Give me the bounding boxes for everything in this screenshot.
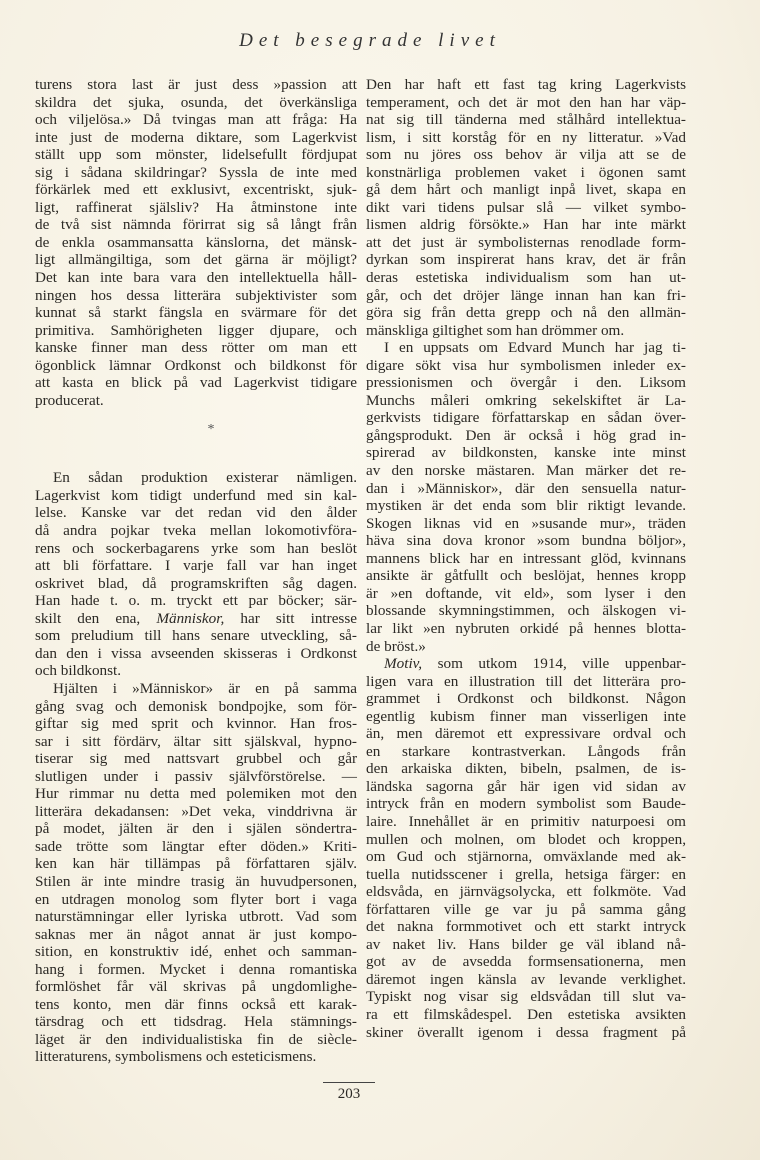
text-line: lelse. Kanske var det redan vid den ålder: [35, 504, 357, 522]
text-line: än, men däremot ett expressivare ordval och: [366, 725, 686, 743]
text-line: förkärlek med ett exklusivt, excentriskt, sjuk-: [35, 181, 357, 199]
text-line: sade trötte som längtar efter döden.» Kriti-: [35, 837, 357, 855]
text-line: författaren ville ge var ju på samma gång: [366, 900, 686, 918]
text-line: blossande skymningstimmen, och älskogen vi-: [366, 602, 686, 620]
text-line: egentlig kubism finner man visserligen inte: [366, 707, 686, 725]
text-line: digare sökt visa hur symbolismen inleder ex-: [366, 356, 686, 374]
paragraph: [35, 76, 357, 409]
text-line: göra sig från detta grepp och nå den allmän-: [366, 304, 686, 322]
text-line: lismen aldrig försökte.» Han har inte märkt: [366, 216, 686, 234]
text-line: går, och det dröjer länge innan han kan fri-: [366, 286, 686, 304]
text-line: intryck från en modern symbolist som Baude-: [366, 795, 686, 813]
text-line: gång svag och demonisk bondpojke, som för-: [35, 697, 357, 715]
text-line: Skogen liknas vid en »susande mur», träden: [366, 514, 686, 532]
text-line: däremot ingen känsla av levande verklighet.: [366, 970, 686, 988]
text-line: mannens blick har en intressant glöd, kvinnans: [366, 549, 686, 567]
text-line: dyrkan som inspirerat hans krav, det är från: [366, 251, 686, 269]
paragraph: [35, 469, 357, 680]
left-column: [35, 76, 357, 1066]
text-line: och bildkonst.: [35, 662, 122, 680]
text-line: I en uppsats om Edvard Munch har jag ti-: [384, 339, 686, 357]
text-line: grammet i Ordkonst och bildkonst. Någon: [366, 690, 686, 708]
text-line: Den har haft ett fast tag kring Lagerkvists: [366, 76, 686, 93]
text-line: sar i sitt fördärv, ältar sitt själskval, hypno-: [35, 732, 357, 750]
text-line: gångsprodukt. Den är också i hög grad in-: [366, 426, 686, 444]
text-line: turens stora last är just dess »passion att: [35, 76, 357, 93]
text-line: mystiken är det enda som blir riktigt levande.: [366, 497, 686, 515]
text-line: lar likt »en nybruten orkidé på hennes blotta-: [366, 619, 686, 637]
text-line: ningen hos dessa litterära subjektivister som: [35, 286, 357, 304]
text-line: Motiv, som utkom 1914, ville uppenbar-: [384, 655, 686, 673]
paragraph: [366, 339, 686, 655]
text-line: formlöshet får väl skrivas på ungdomlighe-: [35, 978, 357, 996]
text-line: den arkaiska dikten, bibeln, psalmen, de is-: [366, 760, 686, 778]
text-line: tuella nutidsscener i grella, hetsiga färger: en: [366, 865, 686, 883]
text-line: gå dem hårt och manligt inpå livet, skapa en: [366, 181, 686, 199]
text-line: temperament, och det är mot den han har väp-: [366, 93, 686, 111]
text-line: inte just de moderna diktare, som Lagerkvist: [35, 128, 357, 146]
text-line: tärsdrag och ett tidsdrag. Hela stämnings-: [35, 1013, 357, 1031]
text-line: ansikte är gåtfullt och beslöjat, hennes kropp: [366, 567, 686, 585]
text-line: producerat.: [35, 391, 104, 409]
text-line: av naket liv. Hans bilder ge väl ibland nå-: [366, 935, 686, 953]
text-line: rens och sockerbagarens yrke som han beslöt: [35, 539, 357, 557]
text-line: om Gud och stjärnorna, omväxlande med ak-: [366, 848, 686, 866]
paragraph: [366, 76, 686, 339]
text-line: ländska sagorna går här igen vid sidan av: [366, 777, 686, 795]
text-line: got av de avsedda formsensationerna, men: [366, 953, 686, 971]
text-line: saknas mer än något annat är just kompo-: [35, 925, 357, 943]
text-line: det nakna formmotivet och ett starkt intryck: [366, 918, 686, 936]
text-line: Det kan inte bara vara den intellektuella håll-: [35, 269, 357, 287]
right-column: [366, 76, 686, 1041]
text-line: är »en doftande, vit eld», som lyser i den: [366, 584, 686, 602]
text-line: Typiskt nog visar sig eldsvådan till slut va-: [366, 988, 686, 1006]
text-line: deras estetiska individualism som han ut-: [366, 269, 686, 287]
text-line: skilt den ena, Människor, har sitt intresse: [35, 609, 357, 627]
text-line: ögonblick lämnar Ordkonst och bildkonst för: [35, 356, 357, 374]
text-line: pressionismen och övergår i den. Liksom: [366, 374, 686, 392]
text-line: Stilen är inte mindre trasig än huvudpersonen,: [35, 872, 357, 890]
text-line: slutligen under i passiv självförstörelse. —: [35, 767, 357, 785]
text-line: giftar sig med sprit och kvinnor. Han fros-: [35, 715, 357, 733]
text-line: ligt allmängiltiga, som det gärna är möjligt?: [35, 251, 357, 269]
text-line: Han hade t. o. m. tryckt ett par böcker; sär-: [35, 592, 357, 610]
text-line: konstnärliga problemen vaket i ögonen samt: [366, 163, 686, 181]
text-line: dan i »Människor», där den sensuella natur-: [366, 479, 686, 497]
text-line: oskrivet blad, då programskriften såg dagen.: [35, 574, 357, 592]
text-line: då andra pojkar tveka mellan lokomotivföra-: [35, 522, 357, 540]
text-line: de två sist nämnda förirrat sig så långt från: [35, 216, 357, 234]
text-line: eldsvåda, en järnvägsolycka, ett folkmöte. Vad: [366, 883, 686, 901]
text-line: primitiva. Samhörigheten ligger djupare, och: [35, 321, 357, 339]
italic-title: Människor,: [156, 609, 225, 627]
text-line: kunnat så starkt fängsla en svärmare för det: [35, 304, 357, 322]
text-line: som preludium till hans senare utveckling, så-: [35, 627, 357, 645]
text-line: på modet, jälten är den i själen söndertra-: [35, 820, 357, 838]
text-line: att kasta en blick på vad Lagerkvist tidigare: [35, 374, 357, 392]
text-line: häva sina dova kronor »som bundna böljor»,: [366, 532, 686, 550]
text-line: lism, i sitt korståg för en ny litteratur. »Vad: [366, 128, 686, 146]
text-line: litteraturens, symbolismens och esteticismens.: [35, 1048, 317, 1066]
text-line: gerkvists tidigare författarskap en sådan över-: [366, 409, 686, 427]
text-line: Munchs måleri omkring sekelskiftet är La-: [366, 391, 686, 409]
text-line: läget är den individualistiska fin de siècle-: [35, 1030, 357, 1048]
text-line: ställt upp som mönster, lidelsefullt fördjupat: [35, 146, 357, 164]
text-line: en starkare kontrastverkan. Långods från: [366, 742, 686, 760]
text-line: hang i formen. Mycket i denna romantiska: [35, 960, 357, 978]
paragraph: [366, 655, 686, 1041]
text-line: naturstämningar eller lyriska utbrott. Vad som: [35, 908, 357, 926]
text-line: skiner överallt igenom i dessa fragment på: [366, 1023, 686, 1041]
text-line: mänskliga giltighet som han drömmer om.: [366, 321, 625, 339]
text-line: de enkla osammansatta känslorna, det mänsk-: [35, 233, 357, 251]
text-line: En sådan produktion existerar nämligen.: [53, 469, 357, 487]
text-line: laire. Innehållet är en primitiv naturpoesi om: [366, 812, 686, 830]
text-line: skildra det sjuka, osunda, det överkänsliga: [35, 93, 357, 111]
text-line: spirerad av bildkonsten, kanske inte minst: [366, 444, 686, 462]
text-line: att bli författare. I varje fall var han inget: [35, 557, 357, 575]
text-line: en utdragen monolog som flyter bort i vaga: [35, 890, 357, 908]
italic-title: Motiv,: [384, 655, 423, 673]
text-line: sig i sådana skildringar? Syssla de inte med: [35, 163, 357, 181]
text-line: av den norske mästaren. Man märker det re-: [366, 462, 686, 480]
text-line: tiserar sig med nattsvart grubbel och går: [35, 750, 357, 768]
text-line: Hur rimmar nu detta med polemiken mot den: [35, 785, 357, 803]
text-line: ligen vara en illustration till det litterära pro-: [366, 672, 686, 690]
text-line: och viljelösa.» Då tvingas man att fråga: Ha: [35, 111, 357, 129]
running-head: Det besegrade livet: [239, 30, 501, 51]
text-line: som nu jöres oss behov är vilja att se de: [366, 146, 686, 164]
text-line: att det just är symbolisternas renodlade form-: [366, 233, 686, 251]
text-line: ra ett filmskådespel. Den estetiska avsikten: [366, 1005, 686, 1023]
text-line: Hjälten i »Människor» är en på samma: [53, 679, 357, 697]
text-line: Lagerkvist kom tidigt underfund med sin kal-: [35, 486, 357, 504]
text-line: de bröst.»: [366, 637, 426, 655]
text-line: dikt vari tidens pulsar slå — vilket symbo-: [366, 198, 686, 216]
text-line: litterära dekadansen: »Det veka, vinddrivna är: [35, 802, 357, 820]
text-line: nat sig till tänderna med stålhård intellektua-: [366, 111, 686, 129]
text-line: kanske finner man dess rötter om man ett: [35, 339, 357, 357]
paragraph: [35, 680, 357, 1066]
text-line: ligt, raffinerat själsliv? Ha åtminstone inte: [35, 198, 357, 216]
page-number: 203: [323, 1082, 375, 1103]
text-line: mullen och molnen, om blodet och kroppen,: [366, 830, 686, 848]
text-line: dan den i vissa avseenden skisseras i Ordkonst: [35, 644, 357, 662]
text-line: sition, en konstruktiv idé, enhet och samman-: [35, 943, 357, 961]
section-separator: *: [207, 422, 215, 438]
text-line: tens konto, men där finns också ett karak-: [35, 995, 357, 1013]
text-line: ken kan här tillämpas på författaren själv.: [35, 855, 357, 873]
